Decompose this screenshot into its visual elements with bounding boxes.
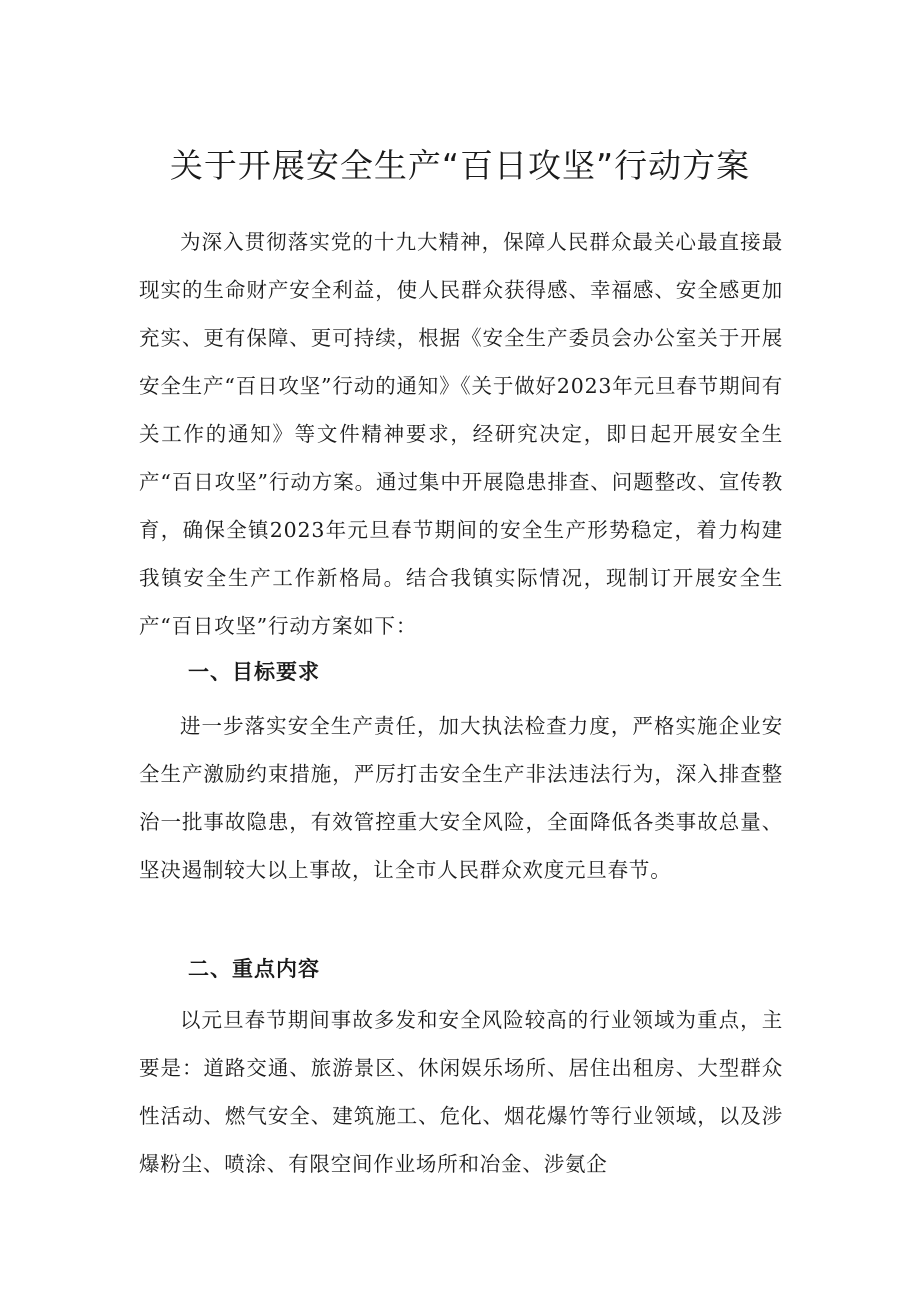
- section-paragraph-key-content: 以元旦春节期间事故多发和安全风险较高的行业领域为重点，主要是：道路交通、旅游景区、休闲娱乐场所、居住出租房、大型群众性活动、燃气安全、建筑施工、危化、烟花爆竹等行业领域，以及涉爆粉尘、喷涂、有限空间作业场所和冶金、涉氨企: [139, 1008, 783, 1176]
- section-paragraph-goals: 进一步落实安全生产责任，加大执法检查力度，严格实施企业安全生产激励约束措施，严厉打击安全生产非法违法行为，深入排查整治一批事故隐患，有效管控重大安全风险，全面降低各类事故总量、坚决遏制较大以上事故，让全市人民群众欢度元旦春节。: [139, 714, 783, 882]
- section-heading-goals: 一、目标要求: [188, 660, 320, 684]
- intro-paragraph: 为深入贯彻落实党的十九大精神，保障人民群众最关心最直接最现实的生命财产安全利益，使人民群众获得感、幸福感、安全感更加充实、更有保障、更可持续，根据《安全生产委员会办公室关于开展安全生产“百日攻坚”行动的通知》《关于做好2023年元旦春节期间有关工作的通知》等文件精神要求，经研究决定，即日起开展安全生产“百日攻坚”行动方案。通过集中开展隐患排查、问题整改、宣传教育，确保全镇2023年元旦春节期间的安全生产形势稳定，着力构建我镇安全生产工作新格局。结合我镇实际情况，现制订开展安全生产“百日攻坚”行动方案如下：: [139, 230, 783, 638]
- document-title: 关于开展安全生产“百日攻坚”行动方案: [169, 146, 751, 185]
- section-heading-key-content: 二、重点内容: [188, 957, 320, 981]
